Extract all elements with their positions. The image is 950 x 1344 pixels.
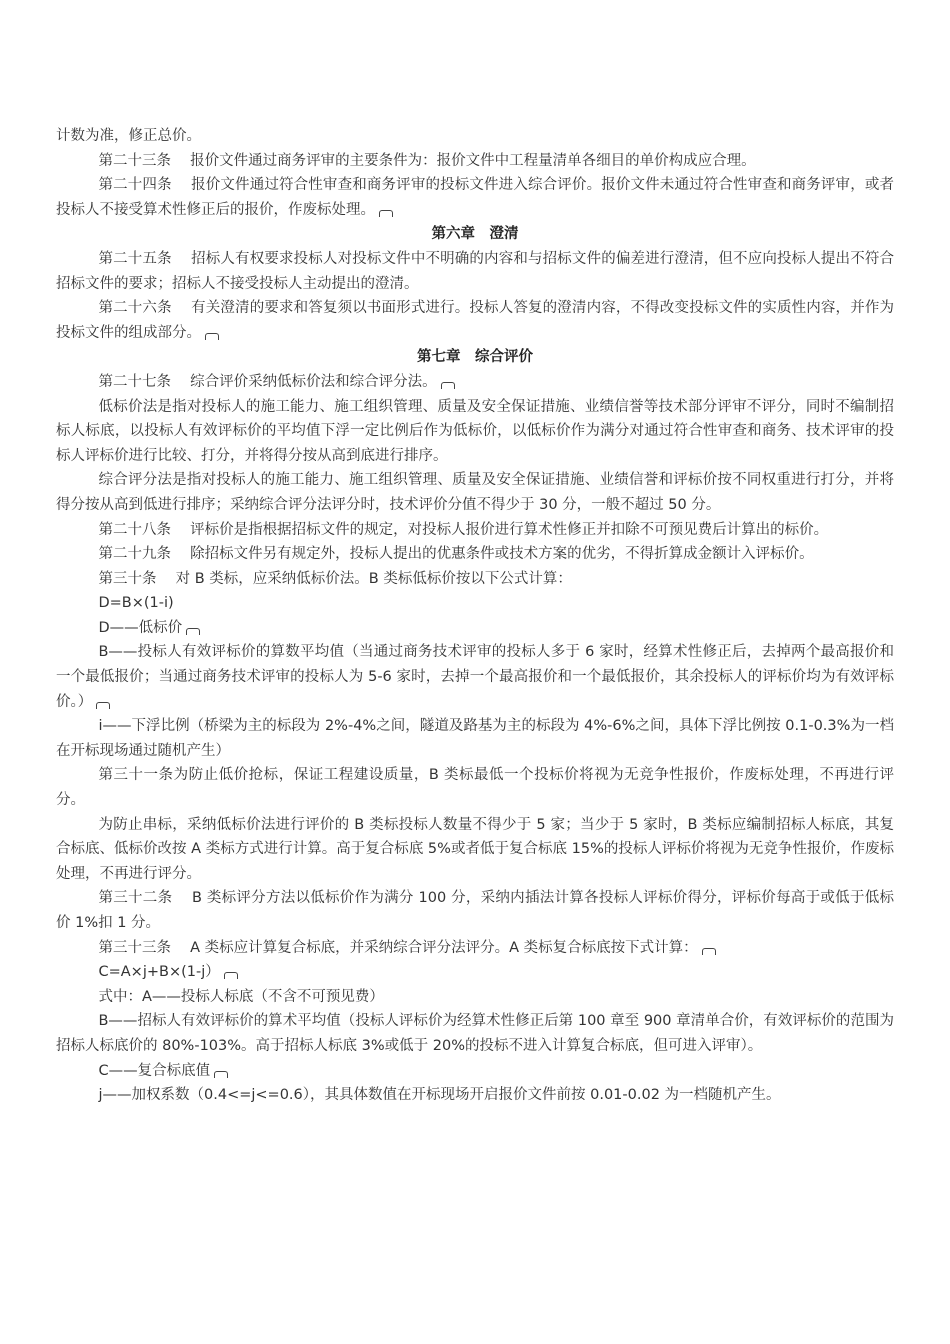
edit-mark-icon	[205, 333, 219, 340]
article-33: 第三十三条 A 类标应计算复合标底，并采纳综合评分法评分。A 类标复合标底按下式计算：	[56, 936, 894, 961]
def-c: C——复合标底值	[56, 1059, 894, 1084]
article-29: 第二十九条 除招标文件另有规定外，投标人提出的优惠条件或技术方案的优劣，不得折算成金额计入评标价。	[98, 546, 814, 563]
low-bid-method: 低标价法是指对投标人的施工能力、施工组织管理、质量及安全保证措施、业绩信誉等技术部分评审不评分，同时不编制招标人标底，以投标人有效评标价的平均值下浮一定比例后作为低标价，以低标价作为满分对通过符合性审查和商务、技术评审的投标人评标价进行比较、打分，并将得分按从高到底进行排序。	[56, 398, 894, 464]
def-a: 式中：A——投标人标底（不含不可预见费）	[98, 988, 384, 1005]
chapter-6-heading: 第六章 澄清	[431, 226, 519, 243]
article-24: 第二十四条 报价文件通过符合性审查和商务评审的投标文件进入综合评价。报价文件未通过符合性审查和商务评审，或者投标人不接受算术性修正后的报价，作废标处理。	[56, 177, 894, 218]
article-26: 第二十六条 有关澄清的要求和答复须以书面形式进行。投标人答复的澄清内容，不得改变投标文件的实质性内容，并作为投标文件的组成部分。	[56, 300, 894, 341]
def-i: i——下浮比例（桥梁为主的标段为 2%-4%之间，隧道及路基为主的标段为 4%-6%之间，具体下浮比例按 0.1-0.3%为一档在开标现场通过随机产生）	[56, 718, 894, 759]
anti-collusion: 为防止串标，采纳低标价法进行评价的 B 类标投标人数量不得少于 5 家；当少于 5 家时，B 类标应编制招标人标底，其复合标底、低标价改按 A 类标方式进行计算。高于复合标底 5%或者低于复合标底 15%的投标人评标价将视为无竞争性报价，作废标处理，不再进行评分。	[56, 816, 894, 882]
article-30: 第三十条 对 B 类标，应采纳低标价法。B 类标低标价按以下公式计算：	[98, 570, 572, 587]
article-25: 第二十五条 招标人有权要求投标人对投标文件中不明确的内容和与招标文件的偏差进行澄清，但不应向投标人提出不符合招标文件的要求；招标人不接受投标人主动提出的澄清。	[56, 250, 894, 292]
def-j: j——加权系数（0.4<=j<=0.6），其具体数值在开标现场开启报价文件前按 0.01-0.02 为一档随机产生。	[98, 1087, 781, 1104]
chapter-7-heading: 第七章 综合评价	[417, 349, 533, 366]
article-23: 第二十三条 报价文件通过商务评审的主要条件为：报价文件中工程量清单各细目的单价构成应合理。	[98, 152, 756, 169]
formula-c: C=A×j+B×(1-j）	[56, 960, 894, 985]
edit-mark-icon	[186, 628, 200, 635]
edit-mark-icon	[96, 702, 110, 709]
edit-mark-icon	[214, 1071, 228, 1078]
article-28: 第二十八条 评标价是指根据招标文件的规定，对投标人报价进行算术性修正并扣除不可预见费后计算出的标价。	[98, 521, 829, 538]
def-b-2: B——招标人有效评标价的算术平均值（投标人评标价为经算术性修正后第 100 章至 900 章清单合价，有效评标价的范围为招标人标底价的 80%-103%。高于招标人标底 3%或低于 20%的投标不进入计算复合标底，但可进入评审）。	[56, 1013, 894, 1054]
edit-mark-icon	[702, 948, 716, 955]
article-32: 第三十二条 B 类标评分方法以低标价作为满分 100 分，采纳内插法计算各投标人评标价得分，评标价每高于或低于低标价 1%扣 1 分。	[56, 890, 894, 931]
article-31: 第三十一条为防止低价抢标，保证工程建设质量，B 类标最低一个投标价将视为无竞争性报价，作废标处理，不再进行评分。	[56, 767, 894, 809]
article-27: 第二十七条 综合评价采纳低标价法和综合评分法。	[56, 370, 894, 395]
def-b: B——投标人有效评标价的算数平均值（当通过商务技术评审的投标人多于 6 家时，经算术性修正后，去掉两个最高报价和一个最低报价；当通过商务技术评审的投标人为 5-6 家时，去掉一个最高报价和一个最低报价，其余投标人的评标价均为有效评标价。）	[56, 644, 894, 710]
formula-d: D=B×(1-i)	[98, 595, 174, 612]
comprehensive-score-method: 综合评分法是指对投标人的施工能力、施工组织管理、质量及安全保证措施、业绩信誉和评标价按不同权重进行打分，并将得分按从高到低进行排序；采纳综合评分法评分时，技术评价分值不得少于 30 分，一般不超过 50 分。	[56, 472, 894, 513]
edit-mark-icon	[224, 972, 238, 979]
edit-mark-icon	[379, 210, 393, 217]
edit-mark-icon	[441, 382, 455, 389]
def-d: D——低标价	[56, 616, 894, 641]
paragraph-0: 计数为准，修正总价。	[56, 128, 201, 144]
